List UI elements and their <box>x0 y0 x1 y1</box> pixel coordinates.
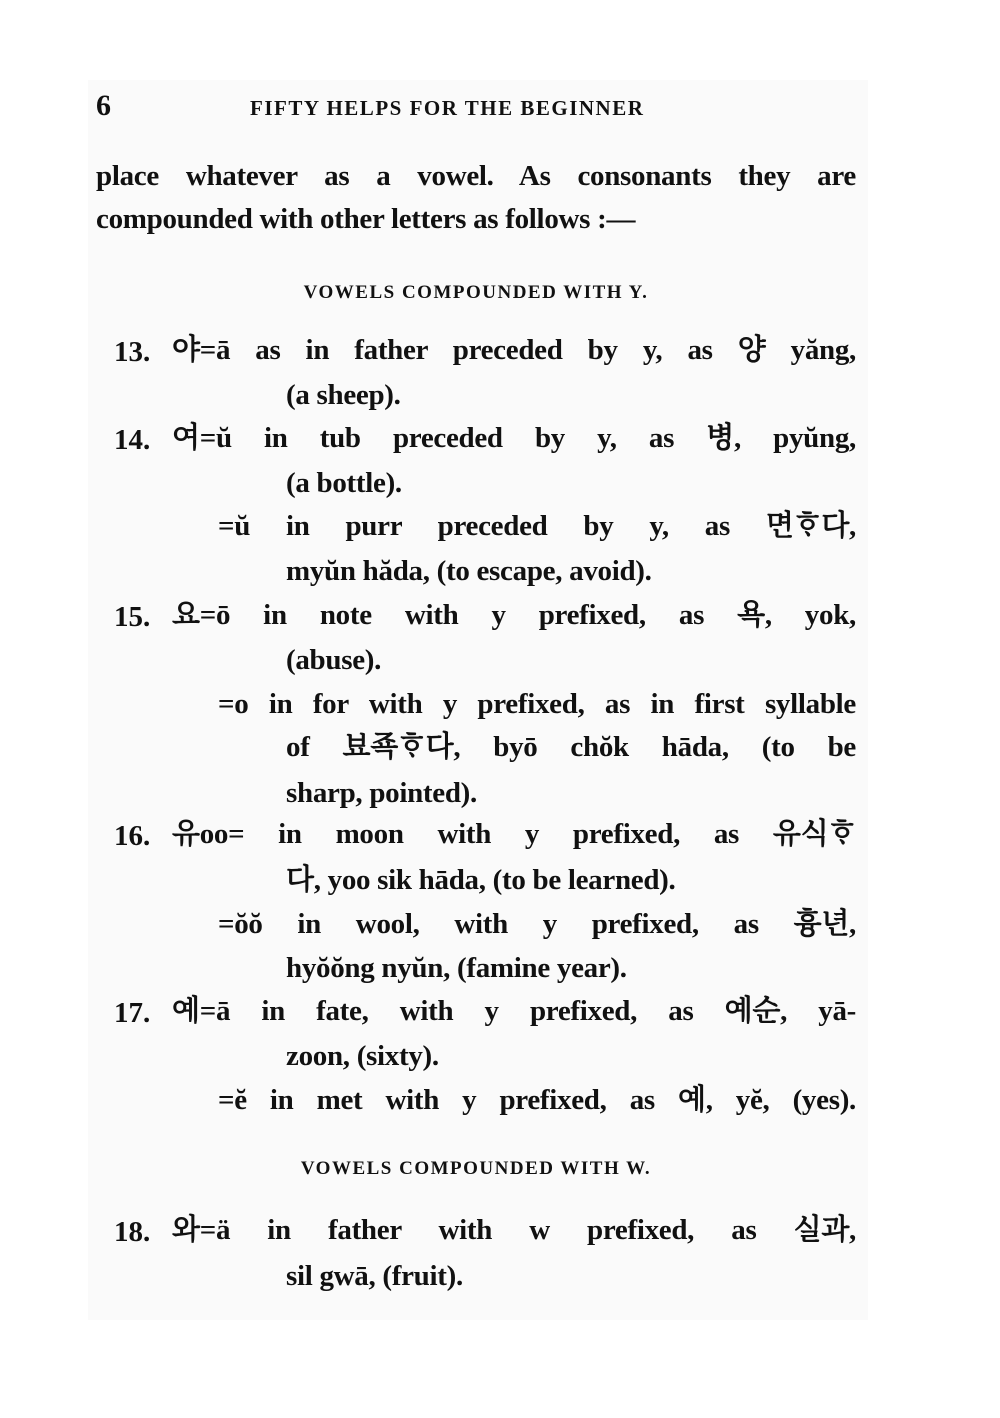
entry-line: of 뵤죡ᄒᆞ다, byō chŏk hāda, (to be <box>286 731 856 763</box>
entry-line: (a sheep). <box>286 379 401 411</box>
entry-line: (a bottle). <box>286 467 402 499</box>
entry-line: 야=ā as in father preceded by y, as 양 yăng, <box>172 334 856 366</box>
entry-line: =ĕ in met with y prefixed, as 예, yĕ, (yes). <box>218 1084 856 1116</box>
entry-number: 14. <box>114 424 151 456</box>
section-heading-y: VOWELS COMPOUNDED WITH Y. <box>303 282 649 303</box>
entry-line: zoon, (sixty). <box>286 1040 439 1072</box>
entry-number: 17. <box>114 997 151 1029</box>
entry-line: 요=ō in note with y prefixed, as 욕, yok, <box>172 599 856 631</box>
entry-number: 18. <box>114 1216 151 1248</box>
entry-number: 13. <box>114 336 151 368</box>
entry-number: 15. <box>114 601 151 633</box>
entry-line: 유oo= in moon with y prefixed, as 유식ᄒᆞ <box>172 818 856 850</box>
entry-line: sil gwā, (fruit). <box>286 1260 463 1292</box>
entry-line: 예=ā in fate, with y prefixed, as 예순, yā- <box>172 995 856 1027</box>
entry-line: =ŏŏ in wool, with y prefixed, as 흉년, <box>218 908 856 940</box>
entry-line: sharp, pointed). <box>286 777 477 809</box>
entry-number: 16. <box>114 820 151 852</box>
entry-line: =ŭ in purr preceded by y, as 면ᄒᆞ다, <box>218 510 856 542</box>
entry-line: myŭn hăda, (to escape, avoid). <box>286 555 652 587</box>
intro-line: compounded with other letters as follows :— <box>96 203 636 235</box>
entry-line: hyŏŏng nyŭn, (famine year). <box>286 952 627 984</box>
page-number: 6 <box>96 89 111 122</box>
entry-line: 와=ä in father with w prefixed, as 실과, <box>172 1214 856 1246</box>
running-title: FIFTY HELPS FOR THE BEGINNER <box>250 96 645 120</box>
entry-line: 다, yoo sik hāda, (to be learned). <box>286 864 676 896</box>
entry-line: (abuse). <box>286 644 382 676</box>
section-heading-w: VOWELS COMPOUNDED WITH W. <box>300 1158 652 1179</box>
intro-line: place whatever as a vowel. As consonants they are <box>96 160 856 192</box>
entry-line: =o in for with y prefixed, as in first syllable <box>218 688 856 720</box>
entry-line: 여=ŭ in tub preceded by y, as 병, pyŭng, <box>172 422 856 454</box>
